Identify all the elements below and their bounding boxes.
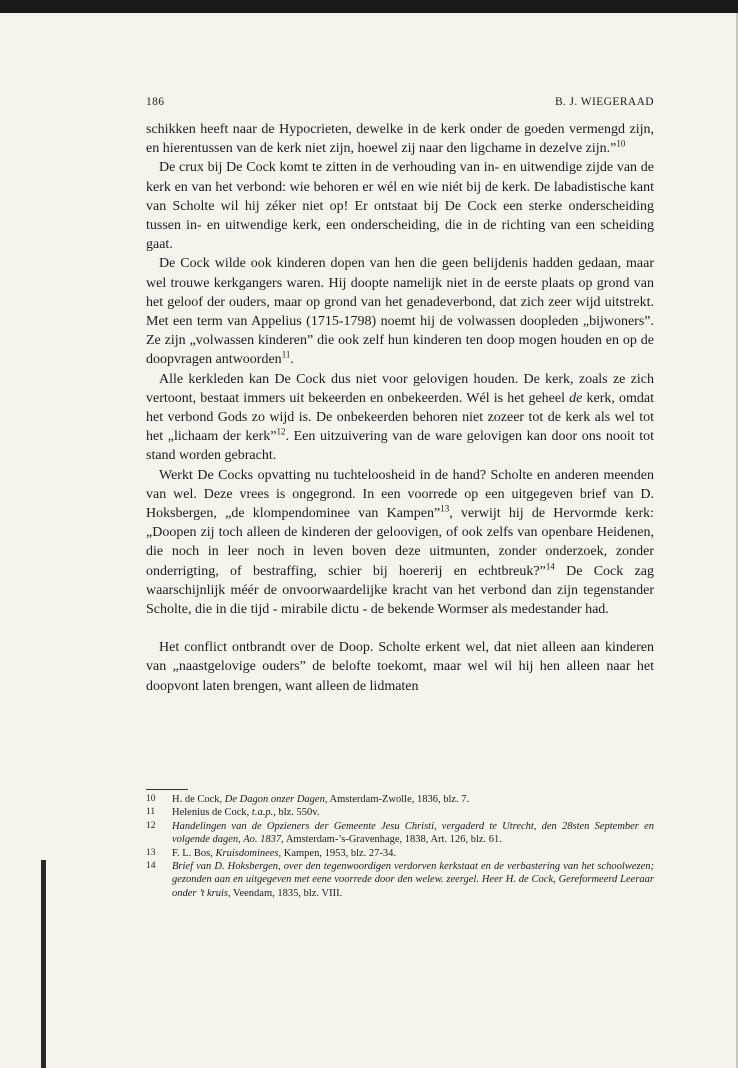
footnote-number: 12	[146, 820, 156, 831]
footnote-rule	[146, 789, 188, 790]
footnote: 10 H. de Cock, De Dagon onzer Dagen, Amsterdam-Zwolle, 1836, blz. 7.	[146, 794, 470, 805]
page-header	[146, 96, 654, 112]
footnote-number: 10	[146, 794, 156, 804]
scan-left-shadow	[41, 860, 46, 1068]
paragraph: schikken heeft naar de Hypocrieten, dewelke in de kerk onder de goeden vermengd zijn, en hierentussen van de kerk niet zijn, hoewel zij naar den ligchame in dezelve zijn.”$^{10}$	[146, 122, 654, 157]
body-text	[146, 120, 654, 696]
footnote-ref[interactable]: 14	[545, 561, 555, 572]
footnote: 13 F. L. Bos, Kruisdominees, Kampen, 1953, blz. 27-34.	[146, 847, 397, 859]
paragraph: Het conflict ontbrandt over de Doop. Scholte erkent wel, dat niet alleen aan kinderen van „naastgelovige ouders” de belofte toekomt, maar wel wil hij hen alleen naar het doopvont laten brengen, want alleen de lidmaten	[146, 640, 654, 694]
paragraph: Werkt De Cocks opvatting nu tuchteloosheid in de hand? Scholte en anderen meenden van wel. Deze vrees is ongegrond. In een voorrede op een uitgegeven brief van D. Hoksbergen, „de klompendominee van Kampen”$^{13}$, verwijt hij de Hervormde kerk: „Doopen zij toch alleen de kinderen der geloovigen, of ook zelfs van openbare Heidenen, die noch in leer noch in leven boven deze uitmunten, zonder onderzoek, zonder onderrigting, of bestraffing, schier bij hoererij en echtbreuk?”$^{14}$ De Cock zag waarschijnlijk méér de onvoorwaardelijke kracht van het verbond dan zijn tegenstander Scholte, die in die tijd - mirabile dictu - de bekende Wormser als medestander had.	[146, 467, 654, 618]
running-head: B. J. WIEGERAAD	[554, 96, 654, 108]
footnote: 12 Handelingen van de Opzieners der Gemeente Jesu Christi, vergaderd te Utrecht, den 28sten September en volgende dagen, Ao. 1837, Amsterdam-’s-Gravenhage, 1838, Art. 126, blz. 61.	[146, 820, 654, 846]
footnote-ref[interactable]: 10	[616, 138, 626, 149]
paragraph: Alle kerkleden kan De Cock dus niet voor gelovigen houden. De kerk, zoals ze zich vertoont, bestaat immers uit bekeerden en onbekeerden. Wél is het geheel de kerk, omdat het verbond Gods zo wijd is. De onbekeerden behoren niet zozeer tot de kerk als wel tot het „lichaam der kerk”$^{12}$. Een uitzuivering van de ware gelovigen kan door ons nooit tot stand worden gebracht.	[146, 371, 655, 464]
footnote-ref[interactable]: 12	[276, 426, 286, 437]
page-number: 186	[146, 96, 165, 108]
footnote-number: 13	[146, 847, 156, 858]
paragraph: De Cock wilde ook kinderen dopen van hen die geen belijdenis hadden gedaan, maar wel trouwe kerkgangers waren. Hij doopte namelijk niet in de eerste plaats op grond van het geloof der ouders, maar op grond van het genadeverbond, dat zich zeer wijd uitstrekt. Met een term van Appelius (1715-1798) noemt hij de volwassen doopleden „bijwoners”. Ze zijn „volwassen kinderen” die ook zelf hun kinderen ten doop mogen houden en op de doopvragen antwoorden$^{11}$.	[146, 256, 654, 368]
footnote: 14 Brief van D. Hoksbergen, over den tegenwoordigen verdorven kerkstaat en de verbastering van het schoolwezen; gezonden aan en uitgegeven met eene voorrede door den welew. zeergel. Heer H. de Cock, Gereformeerd Leeraar onder ’t kruis, Veendam, 1835, blz. VIII.	[146, 861, 654, 899]
footnote-number: 11	[146, 807, 156, 818]
scan-top-border	[0, 0, 738, 13]
footnote-ref[interactable]: 13	[440, 503, 450, 514]
paragraph: De crux bij De Cock komt te zitten in de verhouding van in- en uitwendige zijde van de kerk en van het verbond: wie behoren er wél en wie niét bij de kerk. De labadistische kant van Scholte wil hij zéker niet op! Er ontstaat bij De Cock een sterke onderscheiding tussen in- en uitwendige kerk, een onderscheiding, die in de richting van een scheiding gaat.	[146, 160, 654, 253]
footnote-number: 14	[146, 861, 156, 872]
footnote-ref[interactable]: 11	[281, 349, 291, 360]
footnote: 11 Helenius de Cock, t.a.p., blz. 550v.	[146, 807, 320, 819]
footnotes	[146, 793, 654, 900]
